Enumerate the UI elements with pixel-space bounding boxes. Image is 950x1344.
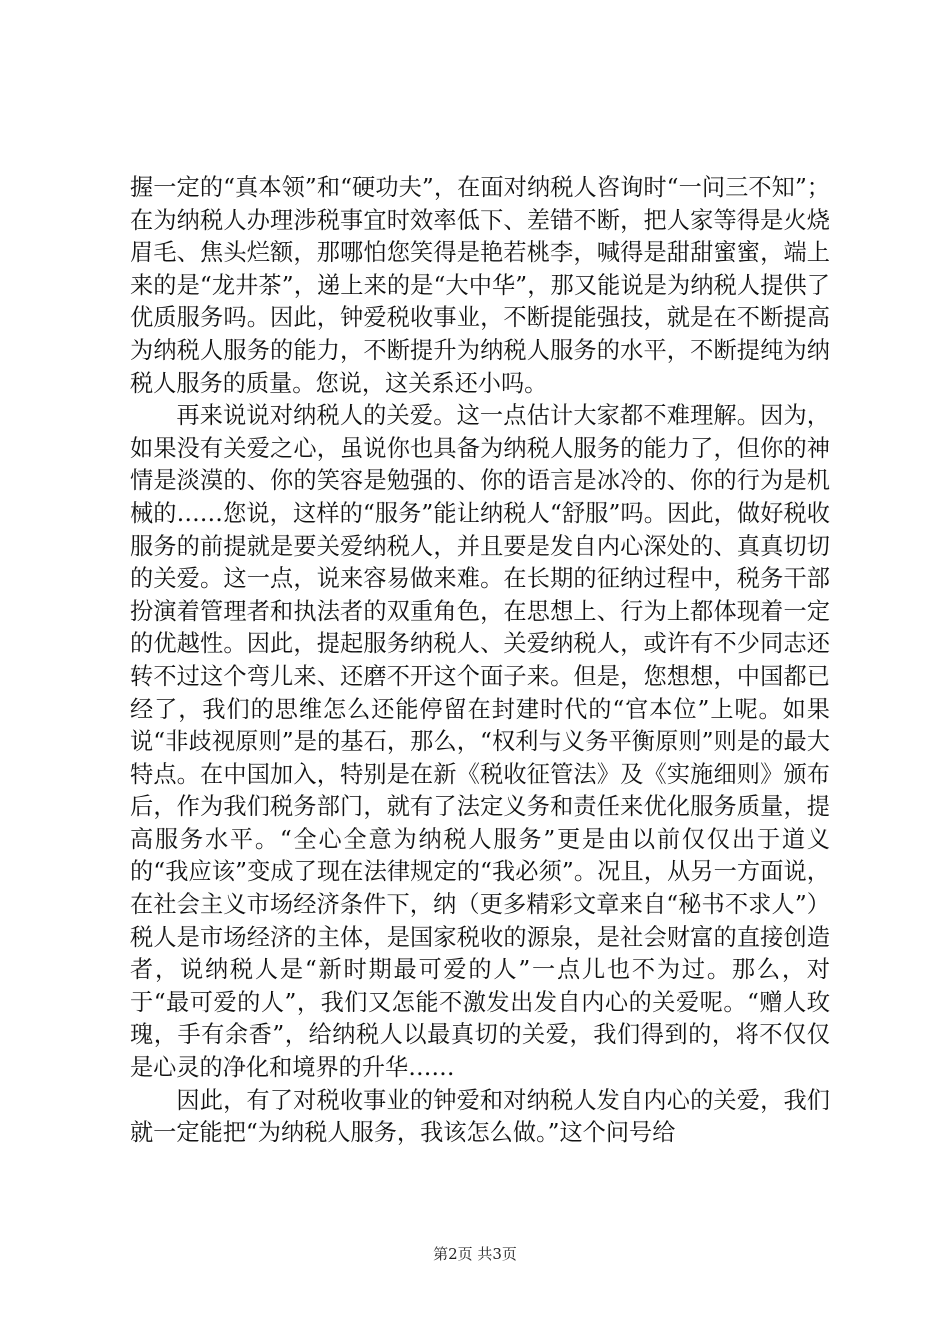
document-body bbox=[130, 172, 830, 1150]
paragraph-2: 再来说说对纳税人的关爱。这一点估计大家都不难理解。因为，如果没有关爱之心，虽说你也具备为纳税人服务的能力了，但你的神情是淡漠的、你的笑容是勉强的、你的语言是冰冷的、你的行为是机械的……您说，这样的“服务”能让纳税人“舒服”吗。因此，做好税收服务的前提就是要关爱纳税人，并且要是发自内心深处的、真真切切的关爱。这一点，说来容易做来难。在长期的征纳过程中，税务干部扮演着管理者和执法者的双重角色，在思想上、行为上都体现着一定的优越性。因此，提起服务纳税人、关爱纳税人，或许有不少同志还转不过这个弯儿来、还磨不开这个面子来。但是，您想想，中国都已经了，我们的思维怎么还能停留在封建时代的“官本位”上呢。如果说“非歧视原则”是的基石，那么，“权利与义务平衡原则”则是的最大特点。在中国加入，特别是在新《税收征管法》及《实施细则》颁布后，作为我们税务部门，就有了法定义务和责任来优化服务质量，提高服务水平。“全心全意为纳税人服务”更是由以前仅仅出于道义的“我应该”变成了现在法律规定的“我必须”。况且，从另一方面说，在社会主义市场经济条件下，纳（更多精彩文章来自“秘书不求人”）税人是市场经济的主体，是国家税收的源泉，是社会财富的直接创造者，说纳税人是“新时期最可爱的人”一点儿也不为过。那么，对于“最可爱的人”，我们又怎能不激发出发自内心的关爱呢。“赠人玫瑰，手有余香”，给纳税人以最真切的关爱，我们得到的，将不仅仅是心灵的净化和境界的升华…… bbox=[130, 402, 830, 1082]
paragraph-3: 因此，有了对税收事业的钟爱和对纳税人发自内心的关爱，我们就一定能把“为纳税人服务，我该怎么做。”这个问号给 bbox=[130, 1086, 830, 1147]
paragraph-1: 握一定的“真本领”和“硬功夫”，在面对纳税人咨询时“一问三不知”；在为纳税人办理涉税事宜时效率低下、差错不断，把人家等得是火烧眉毛、焦头烂额，那哪怕您笑得是艳若桃李，喊得是甜甜蜜蜜，端上来的是“龙井茶”，递上来的是“大中华”，那又能说是为纳税人提供了优质服务吗。因此，钟爱税收事业，不断提能强技，就是在不断提高为纳税人服务的能力，不断提升为纳税人服务的水平，不断提纯为纳税人服务的质量。您说，这关系还小吗。 bbox=[130, 174, 830, 397]
page-footer: 第2页 共3页 bbox=[433, 1245, 517, 1263]
